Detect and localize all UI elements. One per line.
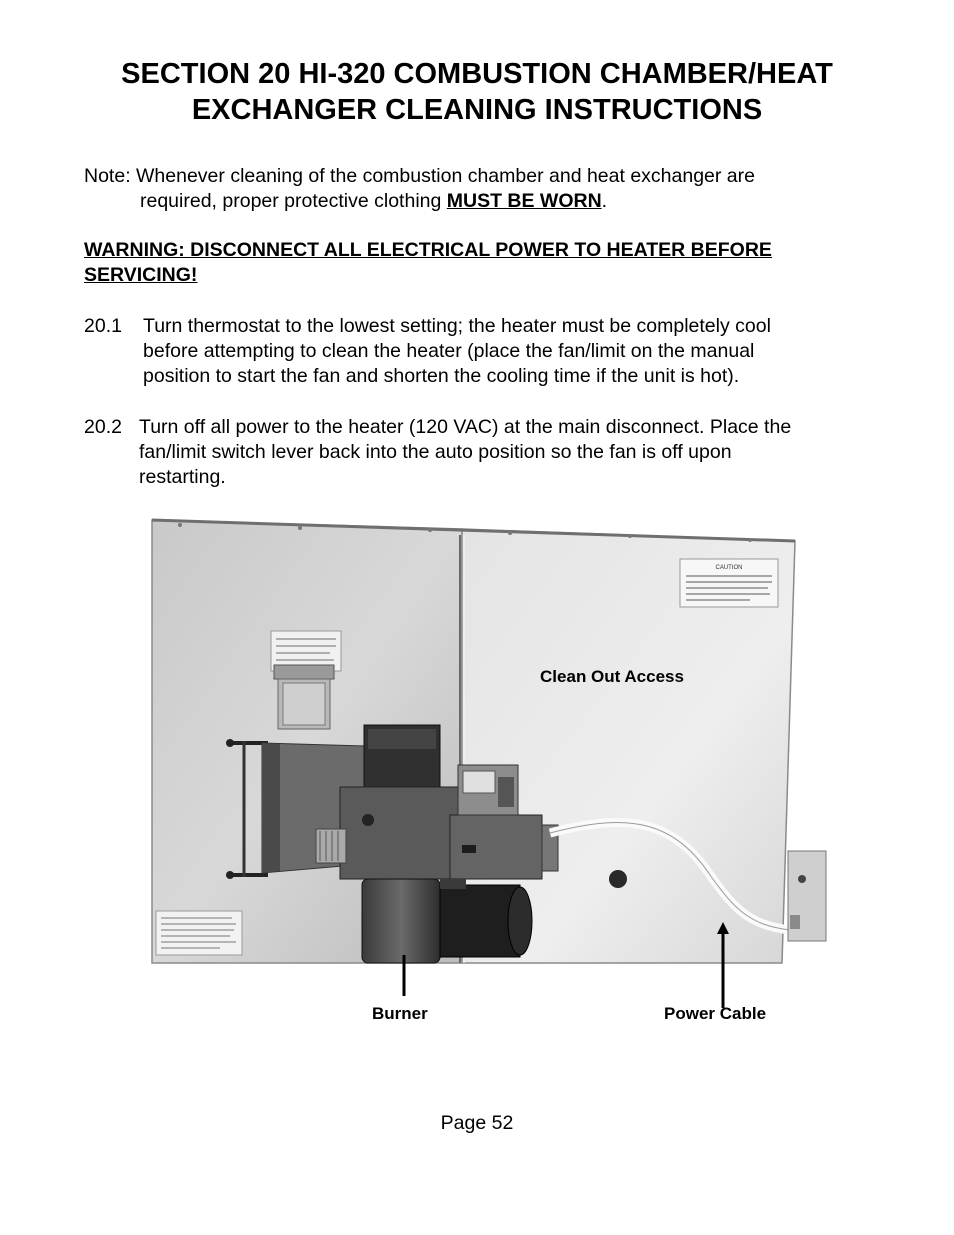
page-number: Page 52 (440, 1112, 514, 1134)
title-line-1: SECTION 20 HI-320 COMBUSTION CHAMBER/HEAT (121, 58, 833, 90)
burner-label: Burner (372, 1004, 428, 1023)
note-line-2-end: . (601, 190, 608, 212)
note-line-1: Note: Whenever cleaning of the combustion chamber and heat exchanger are (84, 165, 755, 187)
power-cable-arrowhead (717, 922, 729, 934)
step-line: Turn thermostat to the lowest setting; the heater must be completely cool (143, 315, 771, 337)
step-line: Turn off all power to the heater (120 VAC) at the main disconnect. Place the (139, 416, 792, 438)
step-number: 20.1 (84, 315, 122, 337)
step-line: position to start the fan and shorten the cooling time if the unit is hot). (143, 365, 740, 387)
step-line: restarting. (139, 466, 226, 488)
caution-heading: CAUTION (715, 565, 743, 571)
must-be-worn-emphasis: MUST BE WORN (446, 190, 602, 212)
warning-text: WARNING: DISCONNECT ALL ELECTRICAL POWER TO HEATER BEFORE SERVICING! (84, 239, 772, 286)
step-line: before attempting to clean the heater (place the fan/limit on the manual (143, 340, 755, 362)
power-cable-label: Power Cable (664, 1004, 767, 1023)
step-number: 20.2 (84, 416, 122, 438)
note-line-2-text: required, proper protective clothing (140, 190, 447, 212)
step-line: fan/limit switch lever back into the auto position so the fan is off upon (139, 441, 732, 463)
clean-out-access-label: Clean Out Access (540, 667, 684, 686)
title-line-2: EXCHANGER CLEANING INSTRUCTIONS (191, 94, 763, 126)
